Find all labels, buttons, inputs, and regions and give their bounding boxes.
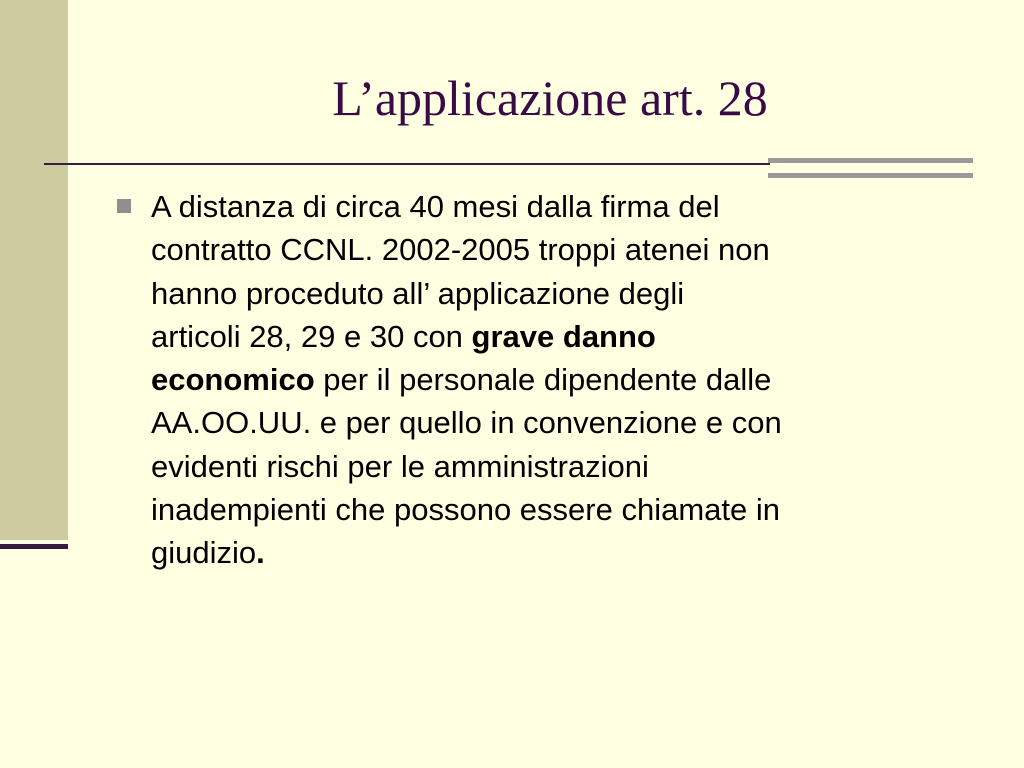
slide-title: L’applicazione art. 28 xyxy=(332,70,768,126)
title-accent-rule-top xyxy=(768,158,973,163)
left-decorative-bar xyxy=(0,0,68,540)
square-bullet-icon xyxy=(117,199,131,213)
paragraph-line xyxy=(151,185,981,228)
text-run: evidenti rischi per le amministrazioni xyxy=(151,448,649,484)
title-accent-rule-bottom xyxy=(768,173,973,178)
emphasis-text: economico xyxy=(151,362,315,398)
text-run: giudizio xyxy=(151,535,257,571)
emphasis-text: grave danno xyxy=(471,318,656,354)
paragraph-line xyxy=(151,445,981,488)
text-run: inadempienti che possono essere chiamate in xyxy=(151,492,780,528)
text-run: A distanza di circa 40 mesi dalla firma del xyxy=(151,189,720,224)
emphasis-text: . xyxy=(256,535,265,571)
title-underline xyxy=(44,163,770,165)
bullet-paragraph xyxy=(151,185,981,575)
paragraph-line xyxy=(151,315,981,358)
paragraph-line xyxy=(151,228,981,271)
text-run: AA.OO.UU. e per quello in convenzione e con xyxy=(151,405,782,441)
text-run: contratto CCNL. 2002-2005 troppi atenei non xyxy=(151,232,770,268)
left-accent-line xyxy=(0,544,68,549)
paragraph-line xyxy=(151,358,981,401)
paragraph-line xyxy=(151,488,981,531)
text-run: per il personale dipendente dalle xyxy=(314,362,772,398)
paragraph-line xyxy=(151,531,981,574)
text-run: articoli 28, 29 e 30 con xyxy=(151,318,472,354)
paragraph-line xyxy=(151,272,981,315)
text-run: hanno proceduto all’ applicazione degli xyxy=(151,275,685,311)
paragraph-line xyxy=(151,401,981,444)
